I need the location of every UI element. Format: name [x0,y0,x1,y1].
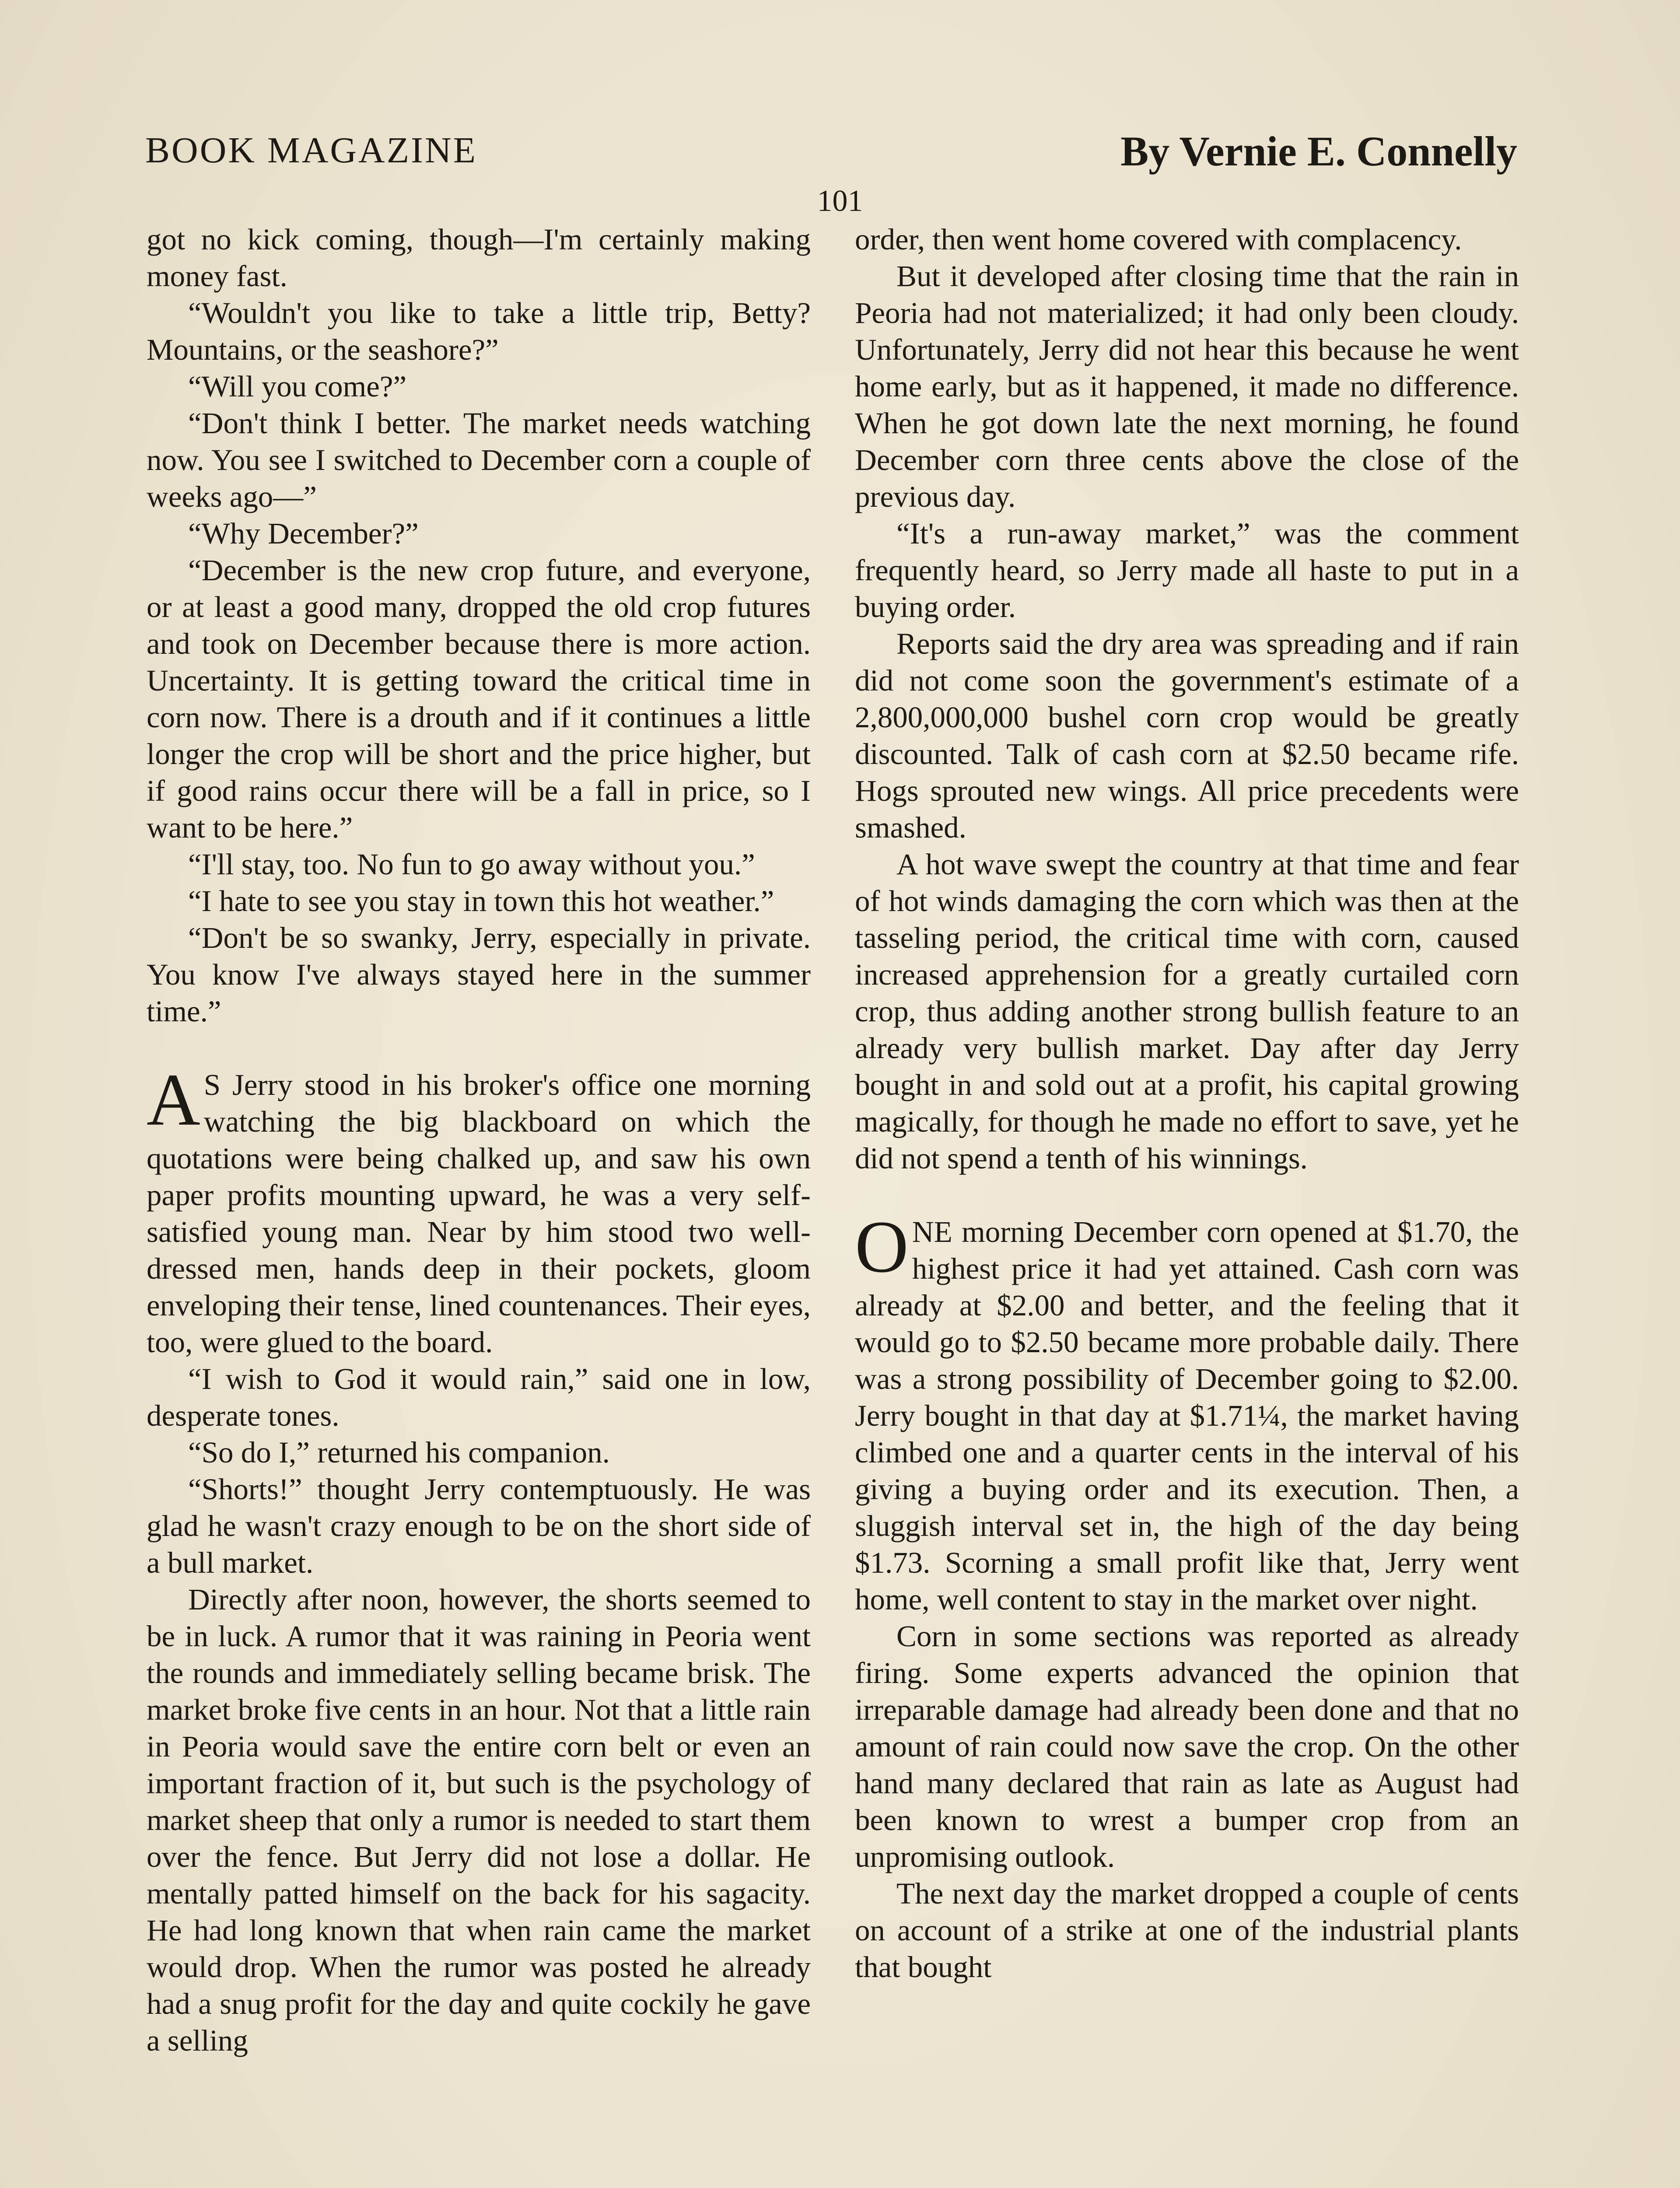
paragraph: Corn in some sections was reported as already firing. Some experts advanced the opinion that irreparable damage had already been done and that no amount of rain could now save the crop. On the other hand many declared that rain as late as August had been known to wrest a bumper crop from an unpromising outlook. [855,1620,1519,1873]
paragraph: “So do I,” returned his companion. [188,1436,610,1469]
drop-cap: A [147,1059,200,1141]
drop-cap: O [855,1206,909,1288]
paragraph: order, then went home covered with complacency. [855,223,1462,256]
paragraph-text: NE morning December corn opened at $1.70, the highest price it had yet attained. Cash corn was already at $2.00 and better, and the feeling that it would go to $2.50 became more probable daily. There was a strong possibility of December going to $2.00. Jerry bought in that day at $1.71¼, the market having climbed one and a quarter cents in the interval of his giving a buying order and its execution. Then, a sluggish interval set in, the high of the day being $1.73. Scorning a small profit like that, Jerry went home, well content to stay in the market over night. [855,1215,1519,1616]
paragraph: “December is the new crop future, and everyone, or at least a good many, dropped the old crop futures and took on December because there is more action. Uncertainty. It is getting toward the critical time in corn now. There is a drouth and if it continues a little longer the crop will be short and the price higher, but if good rains occur there will be a fall in price, so I want to be here.” [147,554,811,844]
paragraph: “I hate to see you stay in town this hot weather.” [188,884,774,918]
paragraph: Directly after noon, however, the shorts seemed to be in luck. A rumor that it was raining in Peoria went the rounds and immediately selling became brisk. The market broke five cents in an hour. Not that a little rain in Peoria would save the entire corn belt or even an important fraction of it, but such is the psychology of market sheep that only a rumor is needed to start them over the fence. But Jerry did not lose a dollar. He mentally patted himself on the back for his sagacity. He had long known that when rain came the market would drop. When the rumor was posted he already had a snug profit for the day and quite cockily he gave a selling [147,1583,811,2057]
section-opening-paragraph [855,1206,1519,1618]
paragraph: “Shorts!” thought Jerry contemptuously. He was glad he wasn't crazy enough to be on the short side of a bull market. [147,1473,811,1579]
paragraph: got no kick coming, though—I'm certainly making money fast. [147,223,811,293]
page-number: 101 [817,184,863,218]
paragraph: “Why December?” [188,517,419,550]
paragraph: “Don't be so swanky, Jerry, especially in private. You know I've always stayed here in the summer time.” [147,921,811,1028]
author-byline: By Vernie E. Connelly [1120,128,1517,175]
paragraph: “Don't think I better. The market needs watching now. You see I switched to December corn a couple of weeks ago—” [147,407,811,513]
paragraph: “Wouldn't you like to take a little trip, Betty? Mountains, or the seashore?” [147,296,811,366]
paragraph: A hot wave swept the country at that time and fear of hot winds damaging the corn which was then at the tasseling period, the critical time with corn, caused increased apprehension for a greatly curtailed corn crop, thus adding another strong bullish feature to an already very bullish market. Day after day Jerry bought in and sold out at a profit, his capital growing magically, for though he made no effort to save, yet he did not spend a tenth of his winnings. [855,848,1519,1175]
left-column [147,221,811,2059]
paragraph: The next day the market dropped a couple of cents on account of a strike at one of the industrial plants that bought [855,1877,1519,1984]
paragraph: “Will you come?” [188,370,407,403]
magazine-title: BOOK MAGAZINE [145,130,477,171]
right-column [855,221,1519,1985]
section-opening-paragraph [147,1059,811,1360]
paragraph: But it developed after closing time that the rain in Peoria had not materialized; it had only been cloudy. Unfortunately, Jerry did not hear this because he went home early, but as it happened, it made no difference. When he got down late the next morning, he found December corn three cents above the close of the previous day. [855,259,1519,513]
paragraph-text: S Jerry stood in his broker's office one morning watching the big blackboard on which the quotations were being chalked up, and saw his own paper profits mounting upward, he was a very self-satisfied young man. Near by him stood two well-dressed men, hands deep in their pockets, gloom enveloping their tense, lined countenances. Their eyes, too, were glued to the board. [147,1068,811,1359]
paragraph: Reports said the dry area was spreading and if rain did not come soon the government's estimate of a 2,800,000,000 bushel corn crop would be greatly discounted. Talk of cash corn at $2.50 became rife. Hogs sprouted new wings. All price precedents were smashed. [855,627,1519,844]
paragraph: “I'll stay, too. No fun to go away without you.” [188,848,755,881]
paragraph: “It's a run-away market,” was the comment frequently heard, so Jerry made all haste to put in a buying order. [855,517,1519,624]
paragraph: “I wish to God it would rain,” said one in low, desperate tones. [147,1362,811,1432]
